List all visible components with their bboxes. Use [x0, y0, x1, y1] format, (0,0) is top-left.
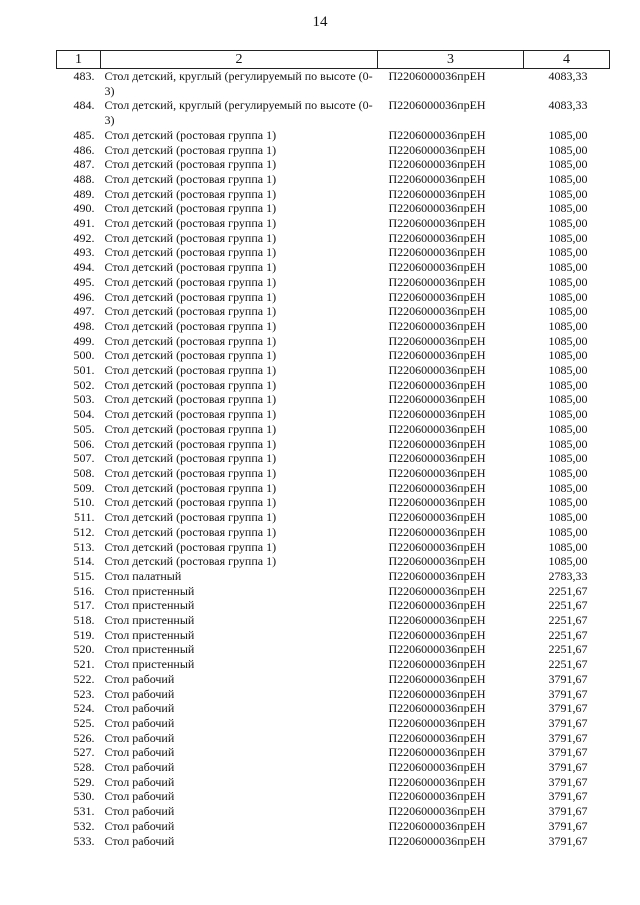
- item-code: П2206000036прЕН: [388, 157, 486, 172]
- item-name: Стол детский (ростовая группа 1): [104, 554, 277, 569]
- item-price: 2251,67: [548, 642, 588, 657]
- item-name: Стол рабочий: [104, 671, 175, 686]
- row-number: 523.: [73, 686, 95, 701]
- item-price: 1085,00: [548, 363, 588, 378]
- item-name: Стол детский (ростовая группа 1): [104, 260, 277, 275]
- column-header-4: 4: [524, 51, 610, 69]
- item-price: 1085,00: [548, 392, 588, 407]
- item-code: П2206000036прЕН: [388, 304, 486, 319]
- item-name: Стол детский (ростовая группа 1): [104, 186, 277, 201]
- table-row: [57, 98, 610, 127]
- item-name: Стол детский (ростовая группа 1): [104, 157, 277, 172]
- table-row: [57, 554, 610, 569]
- table-row: [57, 451, 610, 466]
- item-price: 1085,00: [548, 465, 588, 480]
- row-number: 522.: [73, 671, 95, 686]
- table-row: [57, 422, 610, 437]
- table-row: [57, 157, 610, 172]
- item-price: 1085,00: [548, 451, 588, 466]
- row-number: 527.: [73, 745, 95, 760]
- table-row: [57, 128, 610, 143]
- row-number: 532.: [73, 818, 95, 833]
- item-name: Стол детский (ростовая группа 1): [104, 304, 277, 319]
- table-row: [57, 245, 610, 260]
- row-number: 499.: [73, 333, 95, 348]
- row-number: 491.: [73, 216, 95, 231]
- item-code: П2206000036прЕН: [388, 348, 486, 363]
- item-name: Стол рабочий: [104, 701, 175, 716]
- item-price: 1085,00: [548, 274, 588, 289]
- row-number: 483.: [73, 69, 95, 83]
- table-row: [57, 775, 610, 790]
- table-row: [57, 275, 610, 290]
- item-name: Стол детский (ростовая группа 1): [104, 524, 277, 539]
- table-row: [57, 392, 610, 407]
- item-code: П2206000036прЕН: [388, 495, 486, 510]
- item-price: 3791,67: [548, 715, 588, 730]
- item-code: П2206000036прЕН: [388, 671, 486, 686]
- table-row: [57, 363, 610, 378]
- table-row: [57, 407, 610, 422]
- item-price: 2251,67: [548, 657, 588, 672]
- item-code: П2206000036прЕН: [388, 686, 486, 701]
- table-row: [57, 804, 610, 819]
- item-name: Стол пристенный: [104, 627, 195, 642]
- item-name: Стол рабочий: [104, 745, 175, 760]
- item-price: 1085,00: [548, 407, 588, 422]
- item-price: 1085,00: [548, 304, 588, 319]
- item-code: П2206000036прЕН: [388, 201, 486, 216]
- item-code: П2206000036прЕН: [388, 451, 486, 466]
- row-number: 507.: [73, 451, 95, 466]
- row-number: 517.: [73, 598, 95, 613]
- item-price: 1085,00: [548, 157, 588, 172]
- item-price: 1085,00: [548, 245, 588, 260]
- item-code: П2206000036прЕН: [388, 230, 486, 245]
- item-name: Стол детский (ростовая группа 1): [104, 451, 277, 466]
- item-code: П2206000036прЕН: [388, 98, 486, 113]
- row-number: 520.: [73, 642, 95, 657]
- item-name: Стол рабочий: [104, 804, 175, 819]
- item-code: П2206000036прЕН: [388, 715, 486, 730]
- item-name: Стол детский (ростовая группа 1): [104, 510, 277, 525]
- table-row: [57, 834, 610, 849]
- item-name: Стол детский (ростовая группа 1): [104, 348, 277, 363]
- item-price: 1085,00: [548, 171, 588, 186]
- table-row: [57, 260, 610, 275]
- table-row: [57, 598, 610, 613]
- row-number: 528.: [73, 760, 95, 775]
- table-row: [57, 348, 610, 363]
- item-price: 1085,00: [548, 495, 588, 510]
- item-price: 1085,00: [548, 216, 588, 231]
- row-number: 494.: [73, 260, 95, 275]
- row-number: 513.: [73, 539, 95, 554]
- table-row: [57, 143, 610, 158]
- table-row: [57, 819, 610, 834]
- item-name: Стол детский (ростовая группа 1): [104, 289, 277, 304]
- item-code: П2206000036прЕН: [388, 818, 486, 833]
- item-price: 3791,67: [548, 818, 588, 833]
- item-code: П2206000036прЕН: [388, 363, 486, 378]
- table-row: [57, 642, 610, 657]
- item-name: Стол детский (ростовая группа 1): [104, 392, 277, 407]
- item-name: Стол рабочий: [104, 789, 175, 804]
- item-code: П2206000036прЕН: [388, 804, 486, 819]
- item-code: П2206000036прЕН: [388, 392, 486, 407]
- item-code: П2206000036прЕН: [388, 260, 486, 275]
- item-code: П2206000036прЕН: [388, 524, 486, 539]
- table-row: [57, 672, 610, 687]
- row-number: 530.: [73, 789, 95, 804]
- row-number: 510.: [73, 495, 95, 510]
- item-price: 3791,67: [548, 745, 588, 760]
- item-price: 3791,67: [548, 686, 588, 701]
- row-number: 488.: [73, 171, 95, 186]
- row-number: 506.: [73, 436, 95, 451]
- item-name: Стол детский (ростовая группа 1): [104, 274, 277, 289]
- item-name: Стол палатный: [104, 568, 182, 583]
- item-price: 1085,00: [548, 554, 588, 569]
- item-price: 1085,00: [548, 480, 588, 495]
- table-row: [57, 334, 610, 349]
- item-name: Стол детский (ростовая группа 1): [104, 539, 277, 554]
- inventory-table: [56, 50, 610, 848]
- row-number: 492.: [73, 230, 95, 245]
- item-code: П2206000036прЕН: [388, 465, 486, 480]
- item-name: Стол детский, круглый (регулируемый по высоте (0-3): [104, 98, 373, 128]
- item-price: 1085,00: [548, 289, 588, 304]
- row-number: 518.: [73, 613, 95, 628]
- item-price: 3791,67: [548, 760, 588, 775]
- item-name: Стол рабочий: [104, 818, 175, 833]
- item-price: 1085,00: [548, 142, 588, 157]
- item-price: 1085,00: [548, 539, 588, 554]
- item-code: П2206000036прЕН: [388, 69, 486, 83]
- row-number: 498.: [73, 318, 95, 333]
- row-number: 504.: [73, 407, 95, 422]
- item-name: Стол детский (ростовая группа 1): [104, 407, 277, 422]
- item-code: П2206000036прЕН: [388, 833, 486, 848]
- item-name: Стол рабочий: [104, 760, 175, 775]
- row-number: 501.: [73, 363, 95, 378]
- item-price: 1085,00: [548, 230, 588, 245]
- row-number: 487.: [73, 157, 95, 172]
- item-name: Стол детский (ростовая группа 1): [104, 230, 277, 245]
- item-code: П2206000036прЕН: [388, 245, 486, 260]
- row-number: 485.: [73, 127, 95, 142]
- item-price: 1085,00: [548, 510, 588, 525]
- row-number: 503.: [73, 392, 95, 407]
- item-code: П2206000036прЕН: [388, 774, 486, 789]
- table-row: [57, 495, 610, 510]
- item-price: 1085,00: [548, 524, 588, 539]
- row-number: 509.: [73, 480, 95, 495]
- item-name: Стол детский (ростовая группа 1): [104, 201, 277, 216]
- item-code: П2206000036прЕН: [388, 216, 486, 231]
- item-code: П2206000036прЕН: [388, 171, 486, 186]
- item-price: 1085,00: [548, 348, 588, 363]
- row-number: 526.: [73, 730, 95, 745]
- item-name: Стол рабочий: [104, 833, 175, 848]
- item-price: 1085,00: [548, 127, 588, 142]
- row-number: 521.: [73, 657, 95, 672]
- table-header: [57, 51, 610, 69]
- table-row: [57, 69, 610, 99]
- item-code: П2206000036прЕН: [388, 760, 486, 775]
- table-row: [57, 687, 610, 702]
- item-name: Стол детский (ростовая группа 1): [104, 363, 277, 378]
- item-code: П2206000036прЕН: [388, 642, 486, 657]
- column-header-3: 3: [378, 51, 524, 69]
- item-price: 2251,67: [548, 598, 588, 613]
- item-price: 1085,00: [548, 377, 588, 392]
- item-code: П2206000036прЕН: [388, 421, 486, 436]
- table-row: [57, 628, 610, 643]
- table-row: [57, 466, 610, 481]
- item-code: П2206000036прЕН: [388, 274, 486, 289]
- item-name: Стол пристенный: [104, 657, 195, 672]
- item-code: П2206000036прЕН: [388, 554, 486, 569]
- item-code: П2206000036прЕН: [388, 701, 486, 716]
- row-number: 512.: [73, 524, 95, 539]
- item-price: 4083,33: [548, 69, 588, 83]
- item-price: 4083,33: [548, 98, 588, 113]
- row-number: 484.: [73, 98, 95, 113]
- item-name: Стол детский, круглый (регулируемый по высоте (0-3): [104, 69, 373, 98]
- item-name: Стол пристенный: [104, 613, 195, 628]
- table-row: [57, 701, 610, 716]
- item-price: 3791,67: [548, 730, 588, 745]
- row-number: 493.: [73, 245, 95, 260]
- item-price: 1085,00: [548, 421, 588, 436]
- item-price: 1085,00: [548, 186, 588, 201]
- item-price: 2251,67: [548, 583, 588, 598]
- table-row: [57, 172, 610, 187]
- item-code: П2206000036прЕН: [388, 583, 486, 598]
- row-number: 514.: [73, 554, 95, 569]
- table-row: [57, 525, 610, 540]
- item-code: П2206000036прЕН: [388, 789, 486, 804]
- table-row: [57, 437, 610, 452]
- item-name: Стол пристенный: [104, 583, 195, 598]
- row-number: 490.: [73, 201, 95, 216]
- item-name: Стол детский (ростовая группа 1): [104, 377, 277, 392]
- column-header-2: 2: [101, 51, 378, 69]
- row-number: 497.: [73, 304, 95, 319]
- item-price: 1085,00: [548, 436, 588, 451]
- item-name: Стол детский (ростовая группа 1): [104, 142, 277, 157]
- item-price: 3791,67: [548, 701, 588, 716]
- item-code: П2206000036прЕН: [388, 745, 486, 760]
- item-code: П2206000036прЕН: [388, 510, 486, 525]
- item-code: П2206000036прЕН: [388, 657, 486, 672]
- item-code: П2206000036прЕН: [388, 289, 486, 304]
- row-number: 519.: [73, 627, 95, 642]
- item-code: П2206000036прЕН: [388, 142, 486, 157]
- table-row: [57, 731, 610, 746]
- row-number: 505.: [73, 421, 95, 436]
- item-price: 2783,33: [548, 568, 588, 583]
- row-number: 496.: [73, 289, 95, 304]
- table-row: [57, 201, 610, 216]
- item-code: П2206000036прЕН: [388, 407, 486, 422]
- row-number: 524.: [73, 701, 95, 716]
- item-name: Стол детский (ростовая группа 1): [104, 465, 277, 480]
- item-code: П2206000036прЕН: [388, 127, 486, 142]
- row-number: 486.: [73, 142, 95, 157]
- item-price: 2251,67: [548, 627, 588, 642]
- table-row: [57, 216, 610, 231]
- table-row: [57, 378, 610, 393]
- item-name: Стол детский (ростовая группа 1): [104, 245, 277, 260]
- item-code: П2206000036прЕН: [388, 568, 486, 583]
- item-price: 3791,67: [548, 833, 588, 848]
- table-row: [57, 319, 610, 334]
- item-price: 1085,00: [548, 318, 588, 333]
- row-number: 495.: [73, 274, 95, 289]
- column-header-1: 1: [57, 51, 101, 69]
- table-row: [57, 789, 610, 804]
- row-number: 508.: [73, 465, 95, 480]
- page-number: 14: [312, 14, 328, 30]
- item-price: 1085,00: [548, 201, 588, 216]
- item-code: П2206000036прЕН: [388, 377, 486, 392]
- table-row: [57, 613, 610, 628]
- item-code: П2206000036прЕН: [388, 613, 486, 628]
- item-price: 3791,67: [548, 774, 588, 789]
- item-price: 3791,67: [548, 789, 588, 804]
- table-row: [57, 290, 610, 305]
- item-code: П2206000036прЕН: [388, 436, 486, 451]
- table-row: [57, 584, 610, 599]
- item-code: П2206000036прЕН: [388, 318, 486, 333]
- item-code: П2206000036прЕН: [388, 333, 486, 348]
- item-name: Стол рабочий: [104, 774, 175, 789]
- item-code: П2206000036прЕН: [388, 627, 486, 642]
- item-code: П2206000036прЕН: [388, 598, 486, 613]
- row-number: 516.: [73, 583, 95, 598]
- item-name: Стол детский (ростовая группа 1): [104, 318, 277, 333]
- table-row: [57, 760, 610, 775]
- item-name: Стол детский (ростовая группа 1): [104, 127, 277, 142]
- table-row: [57, 304, 610, 319]
- row-number: 489.: [73, 186, 95, 201]
- item-code: П2206000036прЕН: [388, 539, 486, 554]
- table-row: [57, 510, 610, 525]
- item-price: 1085,00: [548, 333, 588, 348]
- item-price: 3791,67: [548, 804, 588, 819]
- item-name: Стол рабочий: [104, 730, 175, 745]
- table-row: [57, 187, 610, 202]
- item-name: Стол детский (ростовая группа 1): [104, 495, 277, 510]
- item-price: 3791,67: [548, 671, 588, 686]
- item-name: Стол детский (ростовая группа 1): [104, 333, 277, 348]
- item-code: П2206000036прЕН: [388, 730, 486, 745]
- item-name: Стол рабочий: [104, 686, 175, 701]
- item-name: Стол детский (ростовая группа 1): [104, 480, 277, 495]
- item-name: Стол детский (ростовая группа 1): [104, 436, 277, 451]
- item-code: П2206000036прЕН: [388, 480, 486, 495]
- item-price: 2251,67: [548, 613, 588, 628]
- item-name: Стол детский (ростовая группа 1): [104, 171, 277, 186]
- item-name: Стол детский (ростовая группа 1): [104, 421, 277, 436]
- table-row: [57, 569, 610, 584]
- row-number: 502.: [73, 377, 95, 392]
- row-number: 531.: [73, 804, 95, 819]
- row-number: 529.: [73, 774, 95, 789]
- row-number: 533.: [73, 833, 95, 848]
- table-row: [57, 716, 610, 731]
- row-number: 511.: [73, 510, 95, 525]
- table-body: [57, 69, 610, 849]
- item-name: Стол пристенный: [104, 598, 195, 613]
- item-name: Стол рабочий: [104, 715, 175, 730]
- item-name: Стол пристенный: [104, 642, 195, 657]
- table-row: [57, 231, 610, 246]
- table-row: [57, 745, 610, 760]
- item-code: П2206000036прЕН: [388, 186, 486, 201]
- row-number: 525.: [73, 715, 95, 730]
- item-name: Стол детский (ростовая группа 1): [104, 216, 277, 231]
- item-price: 1085,00: [548, 260, 588, 275]
- table-row: [57, 481, 610, 496]
- row-number: 515.: [73, 568, 95, 583]
- table-row: [57, 657, 610, 672]
- table-row: [57, 540, 610, 555]
- row-number: 500.: [73, 348, 95, 363]
